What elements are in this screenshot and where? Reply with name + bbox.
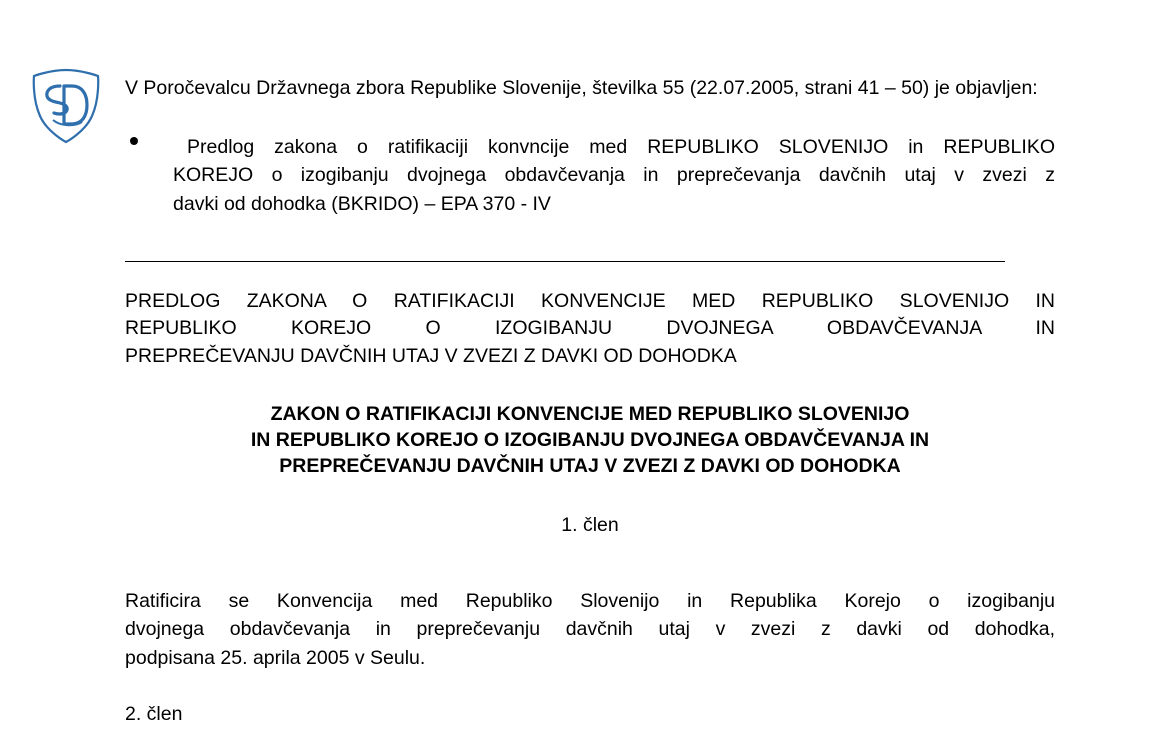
bullet-text xyxy=(173,133,1055,219)
law-title xyxy=(125,401,1055,480)
proposal-heading-line-3: PREPREČEVANJU DAVČNIH UTAJ V ZVEZI Z DAVKI OD DOHODKA xyxy=(125,345,737,367)
law-title-line-2: IN REPUBLIKO KOREJO O IZOGIBANJU DVOJNEGA OBDAVČEVANJA IN xyxy=(250,429,930,451)
bullet-line-1: Predlog zakona o ratifikaciji konvncije med REPUBLIKO SLOVENIJO in REPUBLIKO xyxy=(187,135,1055,158)
article-1-label: 1. člen xyxy=(561,513,619,536)
bullet-line-2: KOREJO o izogibanju dvojnega obdavčevanja in preprečevanja davčnih utaj v zvezi z xyxy=(173,164,1055,187)
bullet-line-3: davki od dohodka (BKRIDO) – EPA 370 - IV xyxy=(173,192,551,215)
proposal-heading-line-1: PREDLOG ZAKONA O RATIFIKACIJI KONVENCIJE MED REPUBLIKO SLOVENIJO IN xyxy=(125,289,1055,312)
bullet-point-icon xyxy=(130,137,138,145)
article-2-label: 2. člen xyxy=(125,702,183,725)
law-title-line-1: ZAKON O RATIFIKACIJI KONVENCIJE MED REPUBLIKO SLOVENIJO xyxy=(270,402,910,425)
bullet-item xyxy=(125,133,1055,219)
sd-shield-logo xyxy=(30,68,102,144)
proposal-heading-line-2: REPUBLIKO KOREJO O IZOGIBANJU DVOJNEGA OBDAVČEVANJA IN xyxy=(125,317,1055,340)
article-1-line-2: dvojnega obdavčevanja in preprečevanju davčnih utaj v zvezi z davki od dohodka, xyxy=(125,618,1055,641)
horizontal-rule xyxy=(125,261,1005,262)
article-1-line-3: podpisana 25. aprila 2005 v Seulu. xyxy=(125,646,426,669)
proposal-heading xyxy=(125,288,1055,371)
law-title-line-3: PREPREČEVANJU DAVČNIH UTAJ V ZVEZI Z DAVKI OD DOHODKA xyxy=(279,455,901,478)
document-content xyxy=(125,74,1063,726)
intro-paragraph: V Poročevalcu Državnega zbora Republike Slovenije, številka 55 (22.07.2005, strani 41 – 50) je objavljen: xyxy=(125,77,1038,99)
article-1-text xyxy=(125,587,1055,673)
article-1-line-1: Ratificira se Konvencija med Republiko Slovenijo in Republika Korejo o izogibanju xyxy=(125,589,1055,612)
